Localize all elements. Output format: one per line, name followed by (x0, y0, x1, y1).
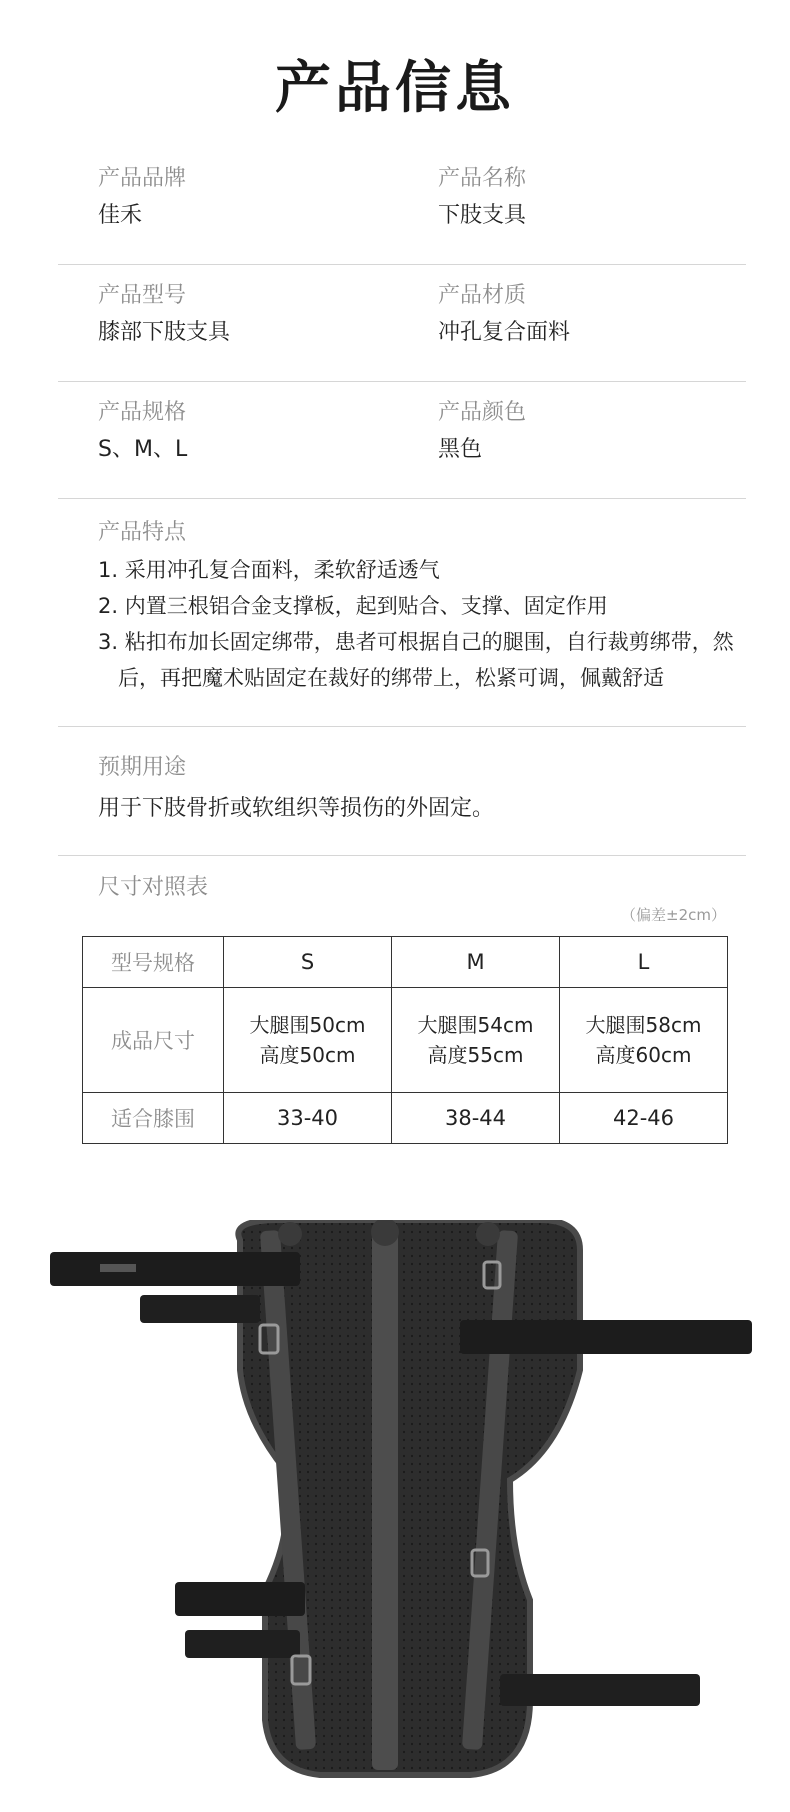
strap (500, 1674, 700, 1706)
thigh-circumference: 大腿围58cm (585, 1013, 702, 1037)
purpose-label: 预期用途 (98, 755, 187, 780)
info-row (58, 382, 746, 499)
table-cell: 33-40 (224, 1093, 392, 1144)
info-cell-spec (98, 396, 187, 468)
info-cell-material (438, 279, 570, 351)
table-row-header: 适合膝围 (83, 1093, 224, 1144)
page-title: 产品信息 (275, 56, 515, 121)
purpose-value: 用于下肢骨折或软组织等损伤的外固定。 (98, 796, 495, 821)
size-table-label: 尺寸对照表 (98, 875, 209, 900)
strap (140, 1295, 260, 1323)
info-cell-name (438, 162, 526, 234)
table-row (83, 937, 728, 988)
info-cell-model (98, 279, 230, 351)
knee-brace-product-image (40, 1220, 770, 1780)
info-cell-brand (98, 162, 186, 234)
info-row (58, 265, 746, 382)
feature-item: 1. 采用冲孔复合面料，柔软舒适透气 (98, 558, 440, 582)
strap (175, 1582, 305, 1616)
strap (185, 1630, 300, 1658)
table-cell: L (560, 937, 728, 988)
info-value: S、M、L (98, 437, 188, 462)
info-cell-color (438, 396, 526, 468)
height-value: 高度55cm (427, 1043, 524, 1067)
tolerance-note: （偏差±2cm） (621, 906, 726, 924)
table-row-header: 型号规格 (83, 937, 224, 988)
info-label: 产品颜色 (438, 400, 527, 425)
table-cell: 38-44 (392, 1093, 560, 1144)
info-value: 下肢支具 (438, 203, 527, 228)
support-stay (372, 1230, 398, 1770)
info-label: 产品型号 (98, 283, 187, 308)
height-value: 高度50cm (259, 1043, 356, 1067)
feature-item: 2. 内置三根铝合金支撑板，起到贴合、支撑、固定作用 (98, 594, 608, 618)
table-cell (560, 988, 728, 1093)
info-value: 膝部下肢支具 (98, 320, 231, 345)
table-row (83, 1093, 728, 1144)
table-cell: 42-46 (560, 1093, 728, 1144)
strap (50, 1252, 300, 1286)
features-section (58, 496, 746, 727)
table-row-header: 成品尺寸 (83, 988, 224, 1093)
features-list (98, 552, 738, 696)
height-value: 高度60cm (595, 1043, 692, 1067)
info-label: 产品规格 (98, 400, 187, 425)
info-value: 冲孔复合面料 (438, 320, 571, 345)
info-label: 产品品牌 (98, 166, 187, 191)
thigh-circumference: 大腿围50cm (249, 1013, 366, 1037)
thigh-circumference: 大腿围54cm (417, 1013, 534, 1037)
table-cell: S (224, 937, 392, 988)
info-label: 产品材质 (438, 283, 527, 308)
purpose-section (58, 727, 746, 856)
table-cell (392, 988, 560, 1093)
info-row (58, 148, 746, 265)
feature-item: 3. 粘扣布加长固定绑带，患者可根据自己的腿围，自行裁剪绑带，然后，再把魔术贴固定在裁好的绑带上，松紧可调，佩戴舒适 (98, 630, 734, 690)
product-info-grid (58, 148, 746, 499)
info-label: 产品名称 (438, 166, 527, 191)
strap (460, 1320, 752, 1354)
size-table (82, 936, 728, 1144)
table-cell: M (392, 937, 560, 988)
table-row (83, 988, 728, 1093)
info-value: 黑色 (438, 437, 483, 462)
table-cell (224, 988, 392, 1093)
features-label: 产品特点 (98, 520, 187, 545)
info-value: 佳禾 (98, 203, 143, 228)
